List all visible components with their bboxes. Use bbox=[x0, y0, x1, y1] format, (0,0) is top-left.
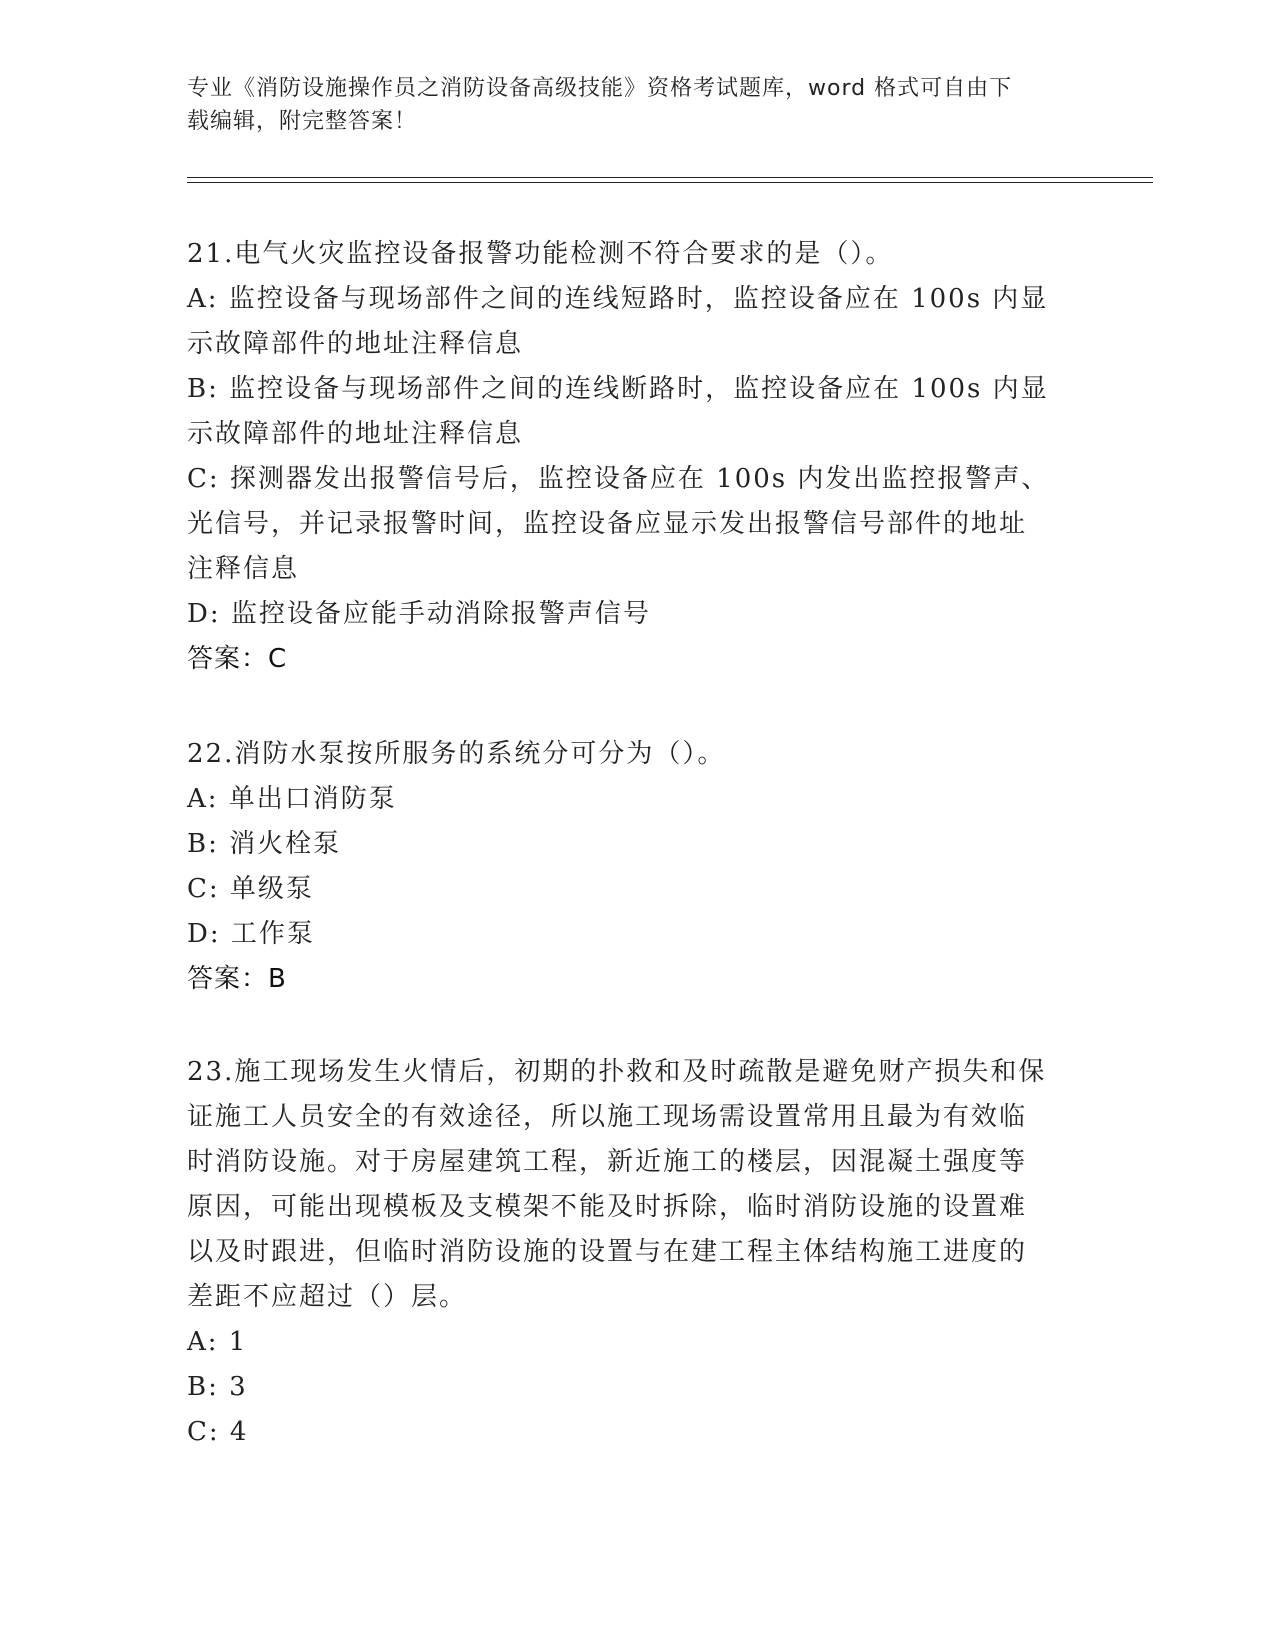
option-a: A: 1 bbox=[187, 1327, 248, 1357]
option-text-line: B: 监控设备与现场部件之间的连线断路时，监控设备应在 100s 内显 bbox=[187, 374, 1049, 404]
question-21 bbox=[187, 232, 1077, 682]
option-text-line: C: 探测器发出报警信号后，监控设备应在 100s 内发出监控报警声、 bbox=[187, 464, 1050, 494]
stem-line: 原因，可能出现模板及支模架不能及时拆除，临时消防设施的设置难 bbox=[187, 1192, 1028, 1222]
option-c bbox=[187, 457, 1077, 592]
option-c: C: 单级泵 bbox=[187, 874, 314, 904]
header-line-2: 载编辑，附完整答案！ bbox=[187, 109, 418, 134]
stem-line: 23.施工现场发生火情后，初期的扑救和及时疏散是避免财产损失和保 bbox=[187, 1057, 1047, 1087]
question-22 bbox=[187, 732, 1077, 1002]
stem-line: 证施工人员安全的有效途径，所以施工现场需设置常用且最为有效临 bbox=[187, 1102, 1028, 1132]
stem-line: 差距不应超过（）层。 bbox=[187, 1282, 468, 1312]
header-line-1: 专业《消防设施操作员之消防设备高级技能》资格考试题库，word 格式可自由下 bbox=[187, 76, 1013, 101]
option-a: A: 单出口消防泵 bbox=[187, 784, 397, 814]
option-text-line: A: 监控设备与现场部件之间的连线短路时，监控设备应在 100s 内显 bbox=[187, 284, 1049, 314]
option-b: B: 3 bbox=[187, 1372, 248, 1402]
option-b: B: 消火栓泵 bbox=[187, 829, 342, 859]
stem-line: 以及时跟进，但临时消防设施的设置与在建工程主体结构施工进度的 bbox=[187, 1237, 1028, 1267]
option-text-line: 示故障部件的地址注释信息 bbox=[187, 419, 524, 449]
option-d: D: 工作泵 bbox=[187, 919, 315, 949]
answer-label: 答案：B bbox=[187, 964, 287, 994]
answer-label: 答案：C bbox=[187, 644, 288, 674]
option-c: C: 4 bbox=[187, 1417, 249, 1447]
document-header bbox=[187, 72, 1067, 138]
option-text-line: 光信号，并记录报警时间，监控设备应显示发出报警信号部件的地址 bbox=[187, 509, 1028, 539]
header-divider-top bbox=[187, 177, 1153, 178]
option-text-line: 示故障部件的地址注释信息 bbox=[187, 329, 524, 359]
option-text-line: 注释信息 bbox=[187, 554, 300, 584]
option-b bbox=[187, 367, 1077, 457]
stem-line: 时消防设施。对于房屋建筑工程，新近施工的楼层，因混凝土强度等 bbox=[187, 1147, 1028, 1177]
option-a bbox=[187, 277, 1077, 367]
question-stem bbox=[187, 1050, 1077, 1320]
option-d bbox=[187, 592, 1077, 637]
question-23 bbox=[187, 1050, 1077, 1455]
question-stem: 22.消防水泵按所服务的系统分可分为（）。 bbox=[187, 739, 726, 769]
header-divider-bottom bbox=[187, 182, 1153, 183]
option-text-line: D: 监控设备应能手动消除报警声信号 bbox=[187, 599, 651, 629]
question-stem: 21.电气火灾监控设备报警功能检测不符合要求的是（）。 bbox=[187, 239, 894, 269]
